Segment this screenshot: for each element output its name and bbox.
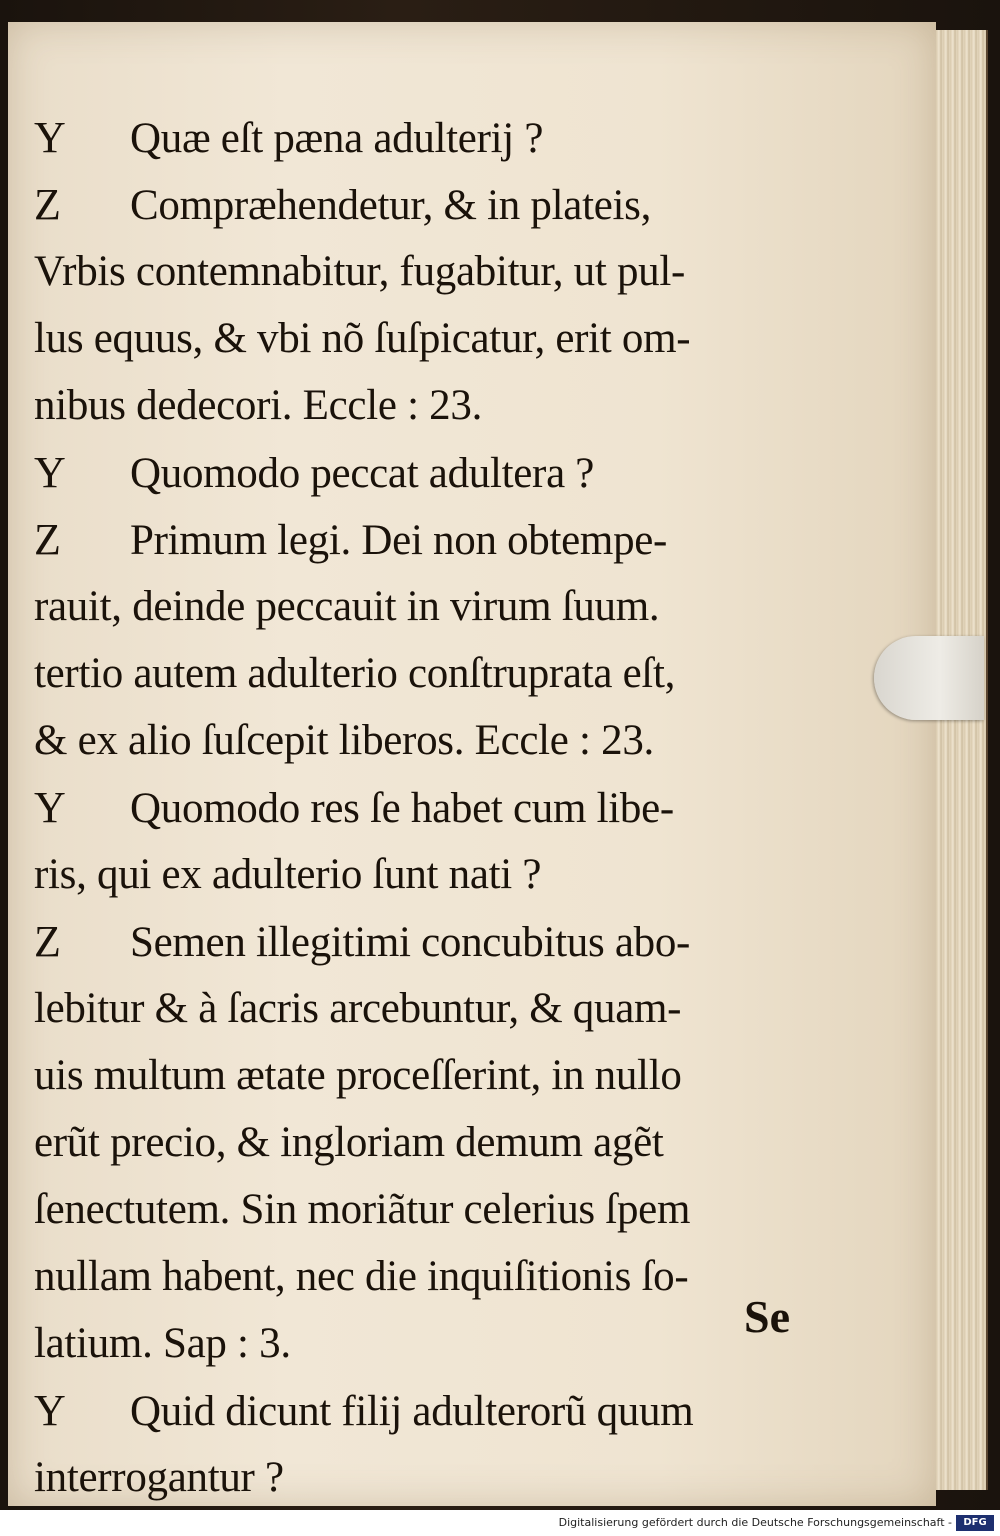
line-text: Quæ eſt pæna adulterij ?: [130, 115, 544, 162]
line-text: nullam habent, nec die inquiſitionis ſo-: [34, 1253, 689, 1300]
line-text: Compræhendetur, & in plateis,: [130, 182, 652, 229]
speaker-label: Z: [34, 917, 61, 966]
text-line: [34, 439, 904, 506]
text-line: [34, 841, 904, 908]
text-line: [34, 104, 904, 171]
funding-credit: Digitalisierung gefördert durch die Deutsche Forschungsgemeinschaft -: [558, 1516, 952, 1529]
text-line: [34, 1176, 904, 1243]
text-line: [34, 506, 904, 573]
text-line: [34, 573, 904, 640]
text-line: [34, 908, 904, 975]
line-text: ris, qui ex adulterio ſunt nati ?: [34, 851, 542, 898]
speaker-label: Z: [34, 515, 61, 564]
text-line: [34, 171, 904, 238]
speaker-label: Y: [34, 448, 66, 497]
line-text: interrogantur ?: [34, 1454, 284, 1501]
text-line: [34, 774, 904, 841]
text-line: [34, 305, 904, 372]
text-line: [34, 372, 904, 439]
text-line: [34, 1042, 904, 1109]
line-text: Quomodo peccat adultera ?: [130, 450, 595, 497]
line-text: lus equus, & vbi nõ ſuſpicatur, erit om-: [34, 315, 691, 362]
speaker-label: Y: [34, 783, 66, 832]
text-line: [34, 707, 904, 774]
text-line: [34, 640, 904, 707]
line-text: erũt precio, & ingloriam demum agẽt: [34, 1119, 664, 1166]
line-text: tertio autem adulterio conſtruprata eſt,: [34, 650, 676, 697]
line-text: rauit, deinde peccauit in virum ſuum.: [34, 583, 660, 630]
line-text: Semen illegitimi concubitus abo-: [130, 919, 691, 966]
line-text: latium. Sap : 3.: [34, 1320, 291, 1367]
catchword: Se: [744, 1291, 790, 1342]
text-line: [34, 1109, 904, 1176]
text-line: [34, 975, 904, 1042]
line-text: lebitur & à ſacris arcebuntur, & quam-: [34, 985, 682, 1032]
speaker-label: Z: [34, 180, 61, 229]
line-text: ſenectutem. Sin moriãtur celerius ſpem: [34, 1186, 691, 1233]
footer-bar: [0, 1510, 1000, 1536]
text-line: [34, 238, 904, 305]
line-text: nibus dedecori. Eccle : 23.: [34, 382, 483, 429]
text-line: [34, 1377, 904, 1444]
text-line: [34, 1444, 904, 1511]
page-edges: [936, 30, 988, 1490]
speaker-label: Y: [34, 1386, 66, 1435]
speaker-label: Y: [34, 113, 66, 162]
line-text: Primum legi. Dei non obtempe-: [130, 517, 668, 564]
line-text: & ex alio ſuſcepit liberos. Eccle : 23.: [34, 717, 654, 764]
line-text: uis multum ætate proceſſerint, in nullo: [34, 1052, 682, 1099]
line-text: Quomodo res ſe habet cum libe-: [130, 785, 674, 832]
dfg-logo[interactable]: DFG: [956, 1515, 994, 1531]
line-text: Vrbis contemnabitur, fugabitur, ut pul-: [34, 248, 686, 295]
line-text: Quid dicunt filij adulterorũ quum: [130, 1388, 694, 1435]
